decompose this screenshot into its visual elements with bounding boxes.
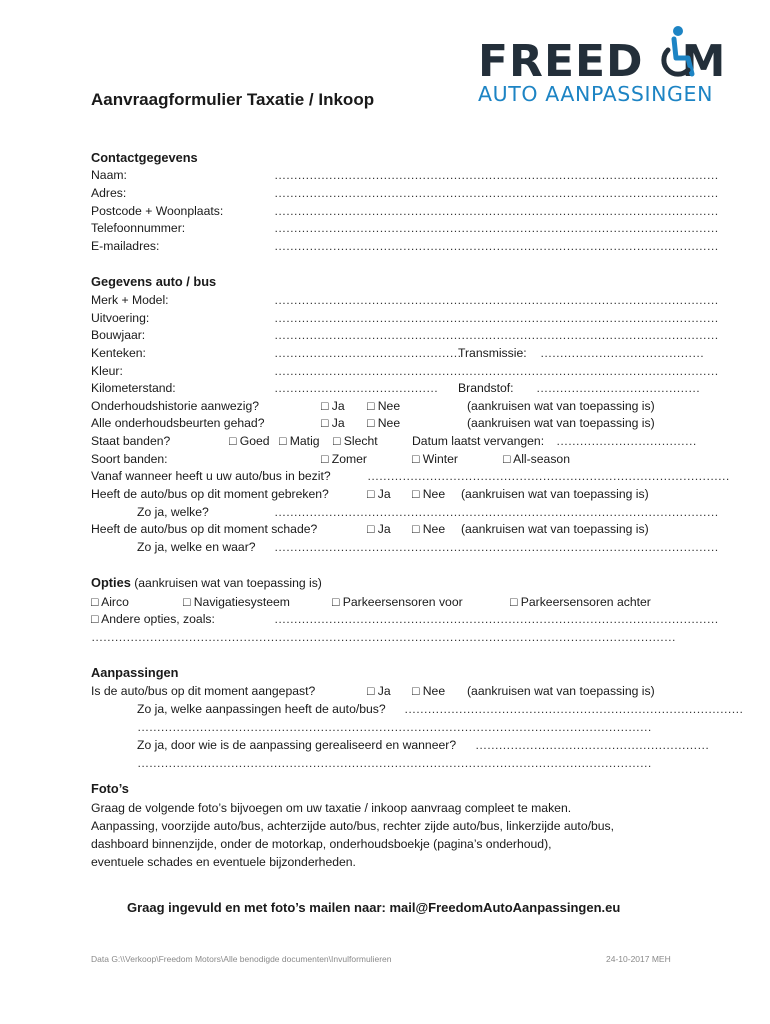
checkbox-beurten-ja[interactable]: □ Ja [321, 416, 345, 430]
fill-line-schade-waar[interactable]: …………………………………………………………………………………………………… [274, 540, 719, 554]
checkbox-schade-nee[interactable]: □ Nee [412, 522, 446, 536]
footer-date: 24-10-2017 MEH [606, 954, 671, 964]
fill-line-transmissie[interactable]: …………………………………… [540, 346, 704, 360]
label-aangepast: Is de auto/bus op dit moment aangepast? [91, 684, 316, 698]
opties-hint: (aankruisen wat van toepassing is) [130, 576, 322, 590]
hint-historie: (aankruisen wat van toepassing is) [467, 399, 655, 413]
hint-schade: (aankruisen wat van toepassing is) [461, 522, 649, 536]
fill-line-naam[interactable]: …………………………………………………………………………………………………… [274, 168, 719, 182]
section-heading-contact: Contactgegevens [91, 150, 198, 165]
label-uitvoering: Uitvoering: [91, 311, 150, 325]
fill-line-kleur[interactable]: …………………………………………………………………………………………………… [274, 364, 719, 378]
checkbox-airco[interactable]: □ Airco [91, 595, 129, 609]
label-bezit: Vanaf wanneer heeft u uw auto/bus in bezit? [91, 469, 331, 483]
label-transmissie: Transmissie: [458, 346, 527, 360]
fill-line-telefoon[interactable]: …………………………………………………………………………………………………… [274, 221, 719, 235]
company-logo [478, 24, 750, 108]
label-aanpassingen-wie: Zo ja, door wie is de aanpassing gerealiseerd en wanneer? [137, 738, 457, 752]
label-soort-banden: Soort banden: [91, 452, 168, 466]
checkbox-banden-matig[interactable]: □ Matig [279, 434, 320, 448]
checkbox-schade-ja[interactable]: □ Ja [367, 522, 391, 536]
fill-line-aanpassingen-welke-2[interactable]: …………………………………………………………………………………………………………………… [137, 720, 652, 734]
checkbox-banden-goed[interactable]: □ Goed [229, 434, 270, 448]
fotos-line-3: dashboard binnenzijde, onder de motorkap, onderhoudsboekje (pagina’s onderhoud), [91, 837, 552, 851]
label-bouwjaar: Bouwjaar: [91, 328, 146, 342]
checkbox-parkeersensoren-voor[interactable]: □ Parkeersensoren voor [332, 595, 463, 609]
fill-line-postcode[interactable]: …………………………………………………………………………………………………… [274, 204, 719, 218]
checkbox-winter[interactable]: □ Winter [412, 452, 458, 466]
label-merk: Merk + Model: [91, 293, 169, 307]
label-gebreken: Heeft de auto/bus op dit moment gebreken? [91, 487, 329, 501]
fill-line-aanpassingen-wie-2[interactable]: …………………………………………………………………………………………………………………… [137, 756, 652, 770]
label-staat-banden: Staat banden? [91, 434, 171, 448]
label-brandstof: Brandstof: [458, 381, 514, 395]
label-email: E-mailadres: [91, 239, 160, 253]
label-naam: Naam: [91, 168, 127, 182]
checkbox-allseason[interactable]: □ All-season [503, 452, 570, 466]
checkbox-historie-ja[interactable]: □ Ja [321, 399, 345, 413]
hint-gebreken: (aankruisen wat van toepassing is) [461, 487, 649, 501]
fill-line-kenteken[interactable]: ………………………………………… [274, 346, 461, 360]
label-schade: Heeft de auto/bus op dit moment schade? [91, 522, 318, 536]
section-heading-fotos: Foto’s [91, 781, 129, 796]
fill-line-merk[interactable]: …………………………………………………………………………………………………… [274, 293, 719, 307]
label-aanpassingen-welke: Zo ja, welke aanpassingen heeft de auto/bus? [137, 702, 386, 716]
fill-line-brandstof[interactable]: …………………………………… [536, 381, 700, 395]
fill-line-datum[interactable]: ……………………………… [556, 434, 697, 448]
fill-line-andere-opties[interactable]: …………………………………………………………………………………………………… [274, 612, 719, 626]
label-datum-vervangen: Datum laatst vervangen: [412, 434, 545, 448]
checkbox-historie-nee[interactable]: □ Nee [367, 399, 401, 413]
checkbox-beurten-nee[interactable]: □ Nee [367, 416, 401, 430]
fotos-line-1: Graag de volgende foto’s bijvoegen om uw taxatie / inkoop aanvraag compleet te maken. [91, 801, 572, 815]
page-title: Aanvraagformulier Taxatie / Inkoop [91, 90, 375, 109]
label-schade-welke-waar: Zo ja, welke en waar? [137, 540, 256, 554]
fill-line-aanpassingen-wie[interactable]: …………………………………………………… [475, 738, 709, 752]
fill-line-bouwjaar[interactable]: …………………………………………………………………………………………………… [274, 328, 719, 342]
checkbox-parkeersensoren-achter[interactable]: □ Parkeersensoren achter [510, 595, 651, 609]
hint-beurten: (aankruisen wat van toepassing is) [467, 416, 655, 430]
checkbox-navigatie[interactable]: □ Navigatiesysteem [183, 595, 290, 609]
logo-subtitle: AUTO AANPASSINGEN [478, 82, 714, 106]
fill-line-gebreken-welke[interactable]: …………………………………………………………………………………………………… [274, 505, 719, 519]
fill-line-bezit[interactable]: ………………………………………………………………………………… [367, 469, 730, 483]
checkbox-gebreken-nee[interactable]: □ Nee [412, 487, 446, 501]
hint-aangepast: (aankruisen wat van toepassing is) [467, 684, 655, 698]
label-gebreken-welke: Zo ja, welke? [137, 505, 209, 519]
label-telefoon: Telefoonnummer: [91, 221, 186, 235]
checkbox-gebreken-ja[interactable]: □ Ja [367, 487, 391, 501]
fotos-line-4: eventuele schades en eventuele bijzonderheden. [91, 855, 356, 869]
wheelchair-icon [654, 24, 696, 80]
fill-line-uitvoering[interactable]: …………………………………………………………………………………………………… [274, 311, 719, 325]
mail-instruction: Graag ingevuld en met foto’s mailen naar: mail@FreedomAutoAanpassingen.eu [127, 900, 621, 915]
label-kleur: Kleur: [91, 364, 123, 378]
fill-line-kilometerstand[interactable]: …………………………………… [274, 381, 438, 395]
label-onderhoudsbeurten: Alle onderhoudsbeurten gehad? [91, 416, 265, 430]
checkbox-andere-opties[interactable]: □ Andere opties, zoals: [91, 612, 215, 626]
checkbox-zomer[interactable]: □ Zomer [321, 452, 367, 466]
section-heading-opties [91, 575, 322, 591]
logo-word-freed: FREED [478, 36, 644, 87]
label-kilometerstand: Kilometerstand: [91, 381, 176, 395]
checkbox-banden-slecht[interactable]: □ Slecht [333, 434, 378, 448]
label-adres: Adres: [91, 186, 127, 200]
checkbox-aangepast-nee[interactable]: □ Nee [412, 684, 446, 698]
label-kenteken: Kenteken: [91, 346, 146, 360]
fotos-line-2: Aanpassing, voorzijde auto/bus, achterzijde auto/bus, rechter zijde auto/bus, linkerzijde auto/bus, [91, 819, 615, 833]
section-heading-aanpassingen: Aanpassingen [91, 665, 179, 680]
label-postcode: Postcode + Woonplaats: [91, 204, 224, 218]
fill-line-email[interactable]: …………………………………………………………………………………………………… [274, 239, 719, 253]
fill-line-aanpassingen-welke[interactable]: …………………………………………………………………………… [404, 702, 743, 716]
section-heading-car: Gegevens auto / bus [91, 274, 217, 289]
fill-line-adres[interactable]: …………………………………………………………………………………………………… [274, 186, 719, 200]
fill-line-andere-opties-2[interactable]: …………………………………………………………………………………………………………………………………… [91, 630, 676, 644]
logo-word-m: M [681, 36, 727, 87]
opties-title: Opties [91, 575, 131, 590]
footer-path: Data G:\\Verkoop\Freedom Motors\Alle benodigde documenten\Invulformulieren [91, 954, 392, 964]
label-onderhoudshistorie: Onderhoudshistorie aanwezig? [91, 399, 260, 413]
checkbox-aangepast-ja[interactable]: □ Ja [367, 684, 391, 698]
